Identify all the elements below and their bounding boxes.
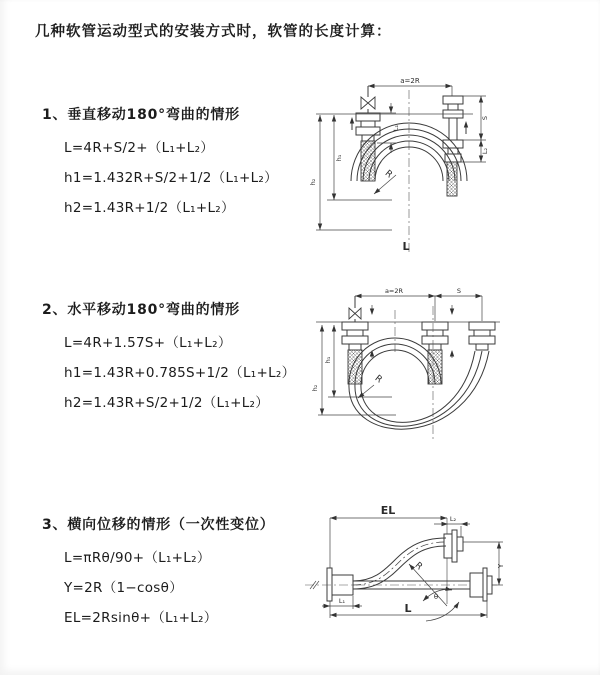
formula-line: L=4R+1.57S+（L₁+L₂） (64, 335, 232, 351)
dim-label-a2r: a=2R (400, 77, 420, 85)
section-2-formulas (64, 328, 295, 418)
dim-label-l1: L₁ (338, 597, 346, 605)
right-flange (470, 568, 492, 601)
section-3-formulas (64, 543, 218, 633)
formula-line: L=πRθ/90+（L₁+L₂） (64, 550, 211, 566)
page-title: 几种软管运动型式的安装方式时，软管的长度计算： (35, 24, 392, 40)
section-1-formulas (64, 133, 278, 223)
right-pipe-assembly (469, 322, 495, 350)
formula-line: h1=1.432R+S/2+1/2（L₁+L₂） (64, 170, 278, 186)
formula-line: h2=1.43R+1/2（L₁+L₂） (64, 200, 235, 216)
hose-arcs-displaced (349, 351, 489, 429)
dim-label-h1: h₁ (324, 356, 332, 364)
formula-line: EL=2Rsinθ+（L₁+L₂） (64, 610, 218, 626)
diagram-lateral-displacement (298, 498, 600, 650)
formula-line: Y=2R（1−cosθ） (64, 580, 184, 596)
angle-theta (421, 587, 460, 621)
left-pipe-assembly (342, 322, 368, 384)
dim-label-s: S (481, 115, 489, 121)
dim-label-a2r: a=2R (384, 287, 404, 295)
formula-line: h1=1.43R+0.785S+1/2（L₁+L₂） (64, 365, 296, 381)
angle-label: θ (433, 593, 439, 601)
swing-arc (426, 602, 459, 621)
radius-callout (407, 561, 447, 606)
valve-icon (349, 308, 361, 319)
dim-a2r (368, 77, 452, 96)
dim-label-y: Y (497, 563, 505, 569)
movement-up-arrow (464, 121, 468, 128)
section-2-heading: 2、水平移动180°弯曲的情形 (42, 302, 240, 318)
dim-label-h1: h₁ (335, 154, 343, 162)
dim-label-s: S (456, 287, 462, 295)
dim-l (330, 601, 487, 618)
dim-label-l2: L₂ (449, 515, 457, 523)
diagram-horizontal-180-bend (303, 283, 600, 453)
dim-label-el: EL (380, 504, 396, 517)
formula-line: L=4R+S/2+（L₁+L₂） (64, 140, 215, 156)
left-pipe-valve (349, 296, 361, 322)
dim-label-l2: L₂ (481, 147, 489, 155)
length-label: L (402, 240, 410, 253)
middle-pipe-assembly (422, 322, 448, 384)
dim-label-h2: h₂ (311, 384, 319, 392)
dim-label-h2: h₂ (309, 178, 317, 186)
section-3-heading: 3、横向位移的情形（一次性变位） (42, 517, 275, 533)
valve-icon (361, 97, 375, 109)
section-1-heading: 1、垂直移动180°弯曲的情形 (42, 107, 240, 123)
movement-up-arrow (350, 117, 354, 124)
diagram-vertical-180-bend (303, 74, 597, 258)
dim-s (459, 96, 489, 162)
length-label: L (404, 602, 412, 615)
formula-line: h2=1.43R+S/2+1/2（L₁+L₂） (64, 395, 270, 411)
radius-label: R (372, 373, 384, 386)
displaced-flange (444, 530, 463, 562)
radius-label: R (382, 168, 394, 181)
dim-a2r-s (355, 287, 482, 321)
dim-label-l1: L₁ (392, 124, 400, 132)
radius-label: R (412, 560, 425, 573)
